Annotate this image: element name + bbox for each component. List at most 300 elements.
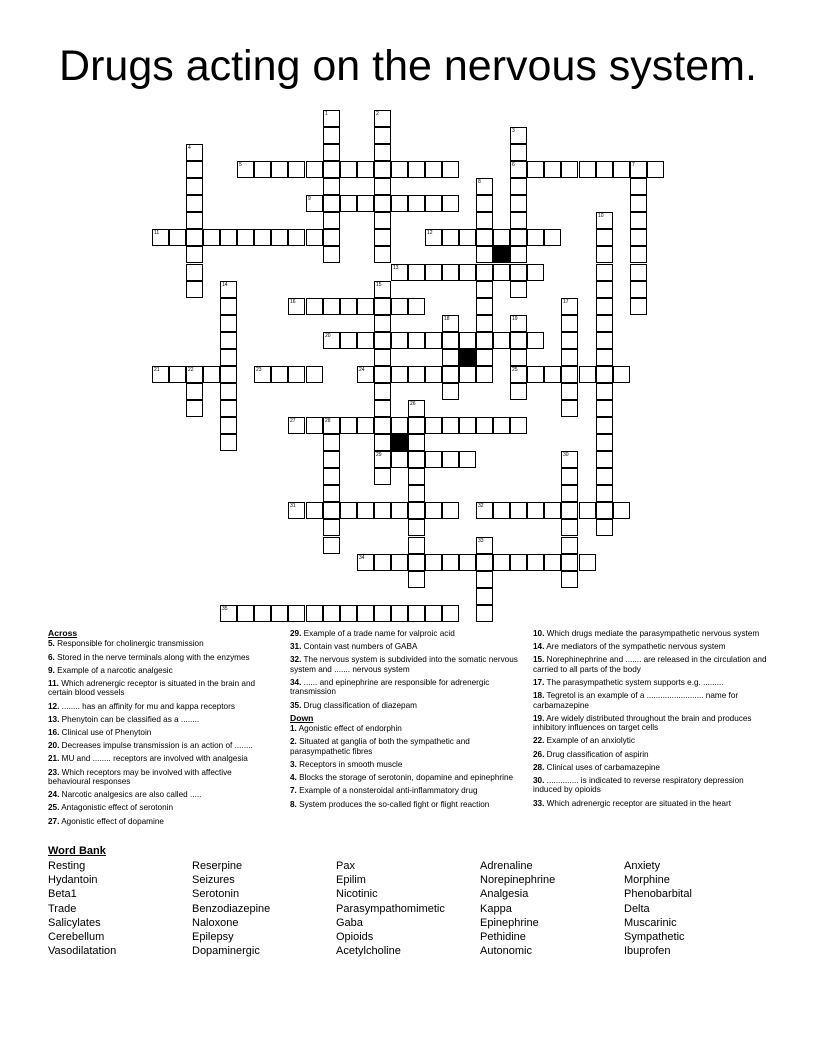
crossword-cell[interactable]	[357, 332, 374, 349]
crossword-cell[interactable]	[476, 264, 493, 281]
crossword-cell[interactable]	[323, 605, 340, 622]
crossword-cell[interactable]	[493, 264, 510, 281]
crossword-cell[interactable]	[408, 554, 425, 571]
crossword-cell[interactable]	[510, 366, 527, 383]
crossword-cell[interactable]	[596, 383, 613, 400]
crossword-cell[interactable]	[220, 315, 237, 332]
crossword-cell[interactable]	[220, 417, 237, 434]
crossword-cell[interactable]	[203, 366, 220, 383]
crossword-cell[interactable]	[408, 571, 425, 588]
crossword-cell[interactable]	[186, 246, 203, 263]
crossword-cell[interactable]	[374, 212, 391, 229]
crossword-cell[interactable]	[561, 537, 578, 554]
crossword-cell[interactable]	[493, 417, 510, 434]
crossword-cell[interactable]	[425, 502, 442, 519]
crossword-cell[interactable]	[596, 212, 613, 229]
crossword-cell[interactable]	[254, 161, 271, 178]
crossword-cell[interactable]	[442, 332, 459, 349]
crossword-cell[interactable]	[630, 229, 647, 246]
crossword-cell[interactable]	[323, 451, 340, 468]
crossword-cell[interactable]	[510, 315, 527, 332]
crossword-cell[interactable]	[459, 264, 476, 281]
crossword-cell[interactable]	[527, 264, 544, 281]
crossword-cell[interactable]	[442, 451, 459, 468]
crossword-cell[interactable]	[271, 161, 288, 178]
crossword-cell[interactable]	[186, 161, 203, 178]
crossword-cell[interactable]	[596, 468, 613, 485]
crossword-cell[interactable]	[630, 264, 647, 281]
crossword-cell[interactable]	[442, 366, 459, 383]
crossword-cell[interactable]	[306, 605, 323, 622]
crossword-cell[interactable]	[476, 298, 493, 315]
crossword-cell[interactable]	[323, 468, 340, 485]
crossword-cell[interactable]	[527, 554, 544, 571]
crossword-cell[interactable]	[596, 485, 613, 502]
crossword-cell[interactable]	[561, 451, 578, 468]
crossword-cell[interactable]	[323, 332, 340, 349]
crossword-cell[interactable]	[459, 366, 476, 383]
crossword-cell[interactable]	[527, 229, 544, 246]
crossword-cell[interactable]	[561, 383, 578, 400]
crossword-cell[interactable]	[374, 383, 391, 400]
clue-text: Responsible for cholinergic transmission	[57, 639, 204, 649]
crossword-cell[interactable]	[408, 605, 425, 622]
crossword-cell[interactable]	[510, 246, 527, 263]
crossword-cell[interactable]	[220, 332, 237, 349]
crossword-cell[interactable]	[510, 349, 527, 366]
crossword-cell[interactable]	[596, 349, 613, 366]
crossword-cell[interactable]	[357, 605, 374, 622]
crossword-cell[interactable]	[340, 417, 357, 434]
crossword-cell[interactable]	[459, 229, 476, 246]
crossword-cell[interactable]	[596, 298, 613, 315]
crossword-cell[interactable]	[561, 332, 578, 349]
crossword-cell[interactable]	[596, 246, 613, 263]
crossword-cell[interactable]	[544, 161, 561, 178]
crossword-cell[interactable]	[510, 417, 527, 434]
crossword-cell[interactable]	[561, 502, 578, 519]
crossword-cell[interactable]	[186, 178, 203, 195]
crossword-cell[interactable]	[510, 281, 527, 298]
crossword-cell[interactable]	[476, 349, 493, 366]
crossword-cell[interactable]	[323, 195, 340, 212]
crossword-cell[interactable]	[579, 554, 596, 571]
crossword-cell[interactable]	[374, 400, 391, 417]
crossword-cell[interactable]	[493, 229, 510, 246]
crossword-cell[interactable]	[357, 417, 374, 434]
crossword-cell[interactable]	[288, 502, 305, 519]
crossword-cell[interactable]	[442, 264, 459, 281]
cell-number: 33	[478, 538, 484, 544]
crossword-cell[interactable]	[596, 451, 613, 468]
clue-number: 15.	[533, 655, 545, 665]
clue-number: 13.	[48, 714, 60, 724]
crossword-cell[interactable]	[374, 434, 391, 451]
crossword-cell[interactable]	[510, 229, 527, 246]
crossword-cell[interactable]	[323, 127, 340, 144]
crossword-cell[interactable]	[476, 366, 493, 383]
crossword-cell[interactable]	[561, 366, 578, 383]
crossword-cell[interactable]	[323, 519, 340, 536]
crossword-cell[interactable]	[374, 195, 391, 212]
crossword-cell[interactable]	[408, 537, 425, 554]
crossword-cell[interactable]	[391, 417, 408, 434]
crossword-cell[interactable]	[357, 161, 374, 178]
crossword-cell[interactable]	[561, 519, 578, 536]
crossword-cell[interactable]	[442, 195, 459, 212]
crossword-cell[interactable]	[391, 605, 408, 622]
crossword-cell[interactable]	[476, 571, 493, 588]
crossword-cell[interactable]	[374, 468, 391, 485]
crossword-cell[interactable]	[442, 315, 459, 332]
crossword-cell[interactable]	[220, 298, 237, 315]
crossword-cell[interactable]	[391, 161, 408, 178]
crossword-cell[interactable]	[408, 332, 425, 349]
crossword-cell[interactable]	[408, 400, 425, 417]
crossword-cell[interactable]	[323, 246, 340, 263]
crossword-cell[interactable]	[306, 502, 323, 519]
crossword-cell[interactable]	[374, 298, 391, 315]
crossword-cell[interactable]	[408, 519, 425, 536]
crossword-cell[interactable]	[561, 485, 578, 502]
crossword-cell[interactable]	[442, 383, 459, 400]
crossword-cell[interactable]	[561, 468, 578, 485]
crossword-cell[interactable]	[220, 400, 237, 417]
crossword-cell[interactable]	[596, 264, 613, 281]
crossword-cell[interactable]	[288, 417, 305, 434]
crossword-cell[interactable]	[323, 161, 340, 178]
crossword-cell[interactable]	[596, 315, 613, 332]
clue-text: Agonistic effect of dopamine	[61, 816, 164, 826]
clue-text: Antagonistic effect of serotonin	[61, 803, 174, 813]
crossword-cell[interactable]	[408, 298, 425, 315]
crossword-cell[interactable]	[544, 502, 561, 519]
crossword-cell[interactable]	[323, 110, 340, 127]
crossword-cell[interactable]	[476, 281, 493, 298]
crossword-cell[interactable]	[510, 502, 527, 519]
crossword-cell[interactable]	[408, 417, 425, 434]
crossword-cell[interactable]	[203, 229, 220, 246]
crossword-cell[interactable]	[459, 332, 476, 349]
crossword-cell[interactable]	[323, 502, 340, 519]
crossword-cell[interactable]	[254, 605, 271, 622]
crossword-cell[interactable]	[391, 554, 408, 571]
crossword-cell[interactable]	[442, 502, 459, 519]
crossword-cell[interactable]	[169, 229, 186, 246]
crossword-cell[interactable]	[288, 161, 305, 178]
crossword-cell[interactable]	[476, 554, 493, 571]
crossword-cell[interactable]	[288, 366, 305, 383]
crossword-cell[interactable]	[510, 144, 527, 161]
crossword-cell[interactable]	[579, 161, 596, 178]
crossword-cell[interactable]	[357, 366, 374, 383]
crossword-cell[interactable]	[510, 383, 527, 400]
crossword-cell[interactable]	[391, 264, 408, 281]
crossword-cell[interactable]	[408, 434, 425, 451]
crossword-cell[interactable]	[186, 366, 203, 383]
crossword-cell[interactable]	[596, 519, 613, 536]
crossword-cell[interactable]	[442, 349, 459, 366]
crossword-cell[interactable]	[340, 298, 357, 315]
crossword-cell[interactable]	[323, 144, 340, 161]
crossword-cell[interactable]	[408, 161, 425, 178]
crossword-cell[interactable]	[596, 502, 613, 519]
crossword-cell[interactable]	[630, 161, 647, 178]
crossword-cell[interactable]	[476, 195, 493, 212]
crossword-cell[interactable]	[220, 366, 237, 383]
crossword-cell[interactable]	[220, 383, 237, 400]
crossword-cell[interactable]	[237, 605, 254, 622]
crossword-cell[interactable]	[340, 195, 357, 212]
crossword-cell[interactable]	[220, 605, 237, 622]
crossword-cell[interactable]	[306, 161, 323, 178]
crossword-cell[interactable]	[306, 298, 323, 315]
crossword-cell[interactable]	[596, 366, 613, 383]
crossword-cell[interactable]	[476, 212, 493, 229]
crossword-cell[interactable]	[476, 417, 493, 434]
crossword-cell[interactable]	[374, 178, 391, 195]
crossword-cell[interactable]	[442, 229, 459, 246]
crossword-cell[interactable]	[561, 400, 578, 417]
crossword-cell[interactable]	[374, 161, 391, 178]
crossword-cell[interactable]	[442, 161, 459, 178]
crossword-cell[interactable]	[476, 229, 493, 246]
crossword-cell[interactable]	[306, 417, 323, 434]
crossword-cell[interactable]	[476, 605, 493, 622]
crossword-cell[interactable]	[476, 178, 493, 195]
crossword-cell[interactable]	[237, 229, 254, 246]
crossword-cell[interactable]	[391, 195, 408, 212]
crossword-cell[interactable]	[596, 434, 613, 451]
crossword-cell[interactable]	[374, 281, 391, 298]
crossword-cell[interactable]	[544, 229, 561, 246]
crossword-cell[interactable]	[254, 366, 271, 383]
clue-number: 7.	[290, 786, 297, 796]
crossword-cell[interactable]	[561, 315, 578, 332]
crossword-cell[interactable]	[374, 315, 391, 332]
crossword-cell[interactable]	[596, 161, 613, 178]
crossword-cell[interactable]	[408, 485, 425, 502]
crossword-cell[interactable]	[630, 298, 647, 315]
down-heading: Down	[290, 712, 314, 723]
crossword-cell[interactable]	[374, 605, 391, 622]
crossword-cell[interactable]	[374, 144, 391, 161]
crossword-cell[interactable]	[476, 246, 493, 263]
crossword-cell[interactable]	[186, 281, 203, 298]
crossword-cell[interactable]	[323, 434, 340, 451]
crossword-cell[interactable]	[425, 605, 442, 622]
crossword-cell[interactable]	[613, 161, 630, 178]
crossword-cell[interactable]	[220, 349, 237, 366]
crossword-cell[interactable]	[306, 229, 323, 246]
crossword-cell[interactable]	[630, 281, 647, 298]
crossword-cell[interactable]	[510, 212, 527, 229]
crossword-cell[interactable]	[527, 366, 544, 383]
crossword-cell[interactable]	[544, 554, 561, 571]
crossword-cell[interactable]	[357, 195, 374, 212]
crossword-cell[interactable]	[596, 400, 613, 417]
crossword-cell[interactable]	[391, 502, 408, 519]
crossword-cell[interactable]	[561, 571, 578, 588]
crossword-cell[interactable]	[288, 605, 305, 622]
crossword-cell[interactable]	[374, 110, 391, 127]
crossword-cell[interactable]	[288, 229, 305, 246]
crossword-cell[interactable]	[323, 178, 340, 195]
crossword-cell[interactable]	[408, 451, 425, 468]
crossword-cell[interactable]	[613, 502, 630, 519]
crossword-cell[interactable]	[152, 229, 169, 246]
crossword-cell[interactable]	[374, 229, 391, 246]
crossword-cell[interactable]	[254, 229, 271, 246]
crossword-cell[interactable]	[442, 417, 459, 434]
clue	[48, 666, 276, 675]
crossword-cell[interactable]	[459, 451, 476, 468]
cell-number: 15	[376, 282, 382, 288]
crossword-cell[interactable]	[579, 366, 596, 383]
crossword-cell[interactable]	[527, 502, 544, 519]
crossword-cell[interactable]	[561, 298, 578, 315]
crossword-cell[interactable]	[340, 161, 357, 178]
crossword-cell[interactable]	[408, 195, 425, 212]
crossword-cell[interactable]	[391, 366, 408, 383]
crossword-cell[interactable]	[186, 195, 203, 212]
crossword-cell[interactable]	[186, 400, 203, 417]
crossword-cell[interactable]	[186, 264, 203, 281]
crossword-cell[interactable]	[288, 298, 305, 315]
crossword-cell[interactable]	[493, 554, 510, 571]
crossword-cell[interactable]	[561, 161, 578, 178]
crossword-cell[interactable]	[220, 281, 237, 298]
crossword-cell[interactable]	[374, 332, 391, 349]
crossword-cell[interactable]	[425, 195, 442, 212]
crossword-cell[interactable]	[596, 229, 613, 246]
clue-text: Which adrenergic receptor are situated in the heart	[546, 798, 731, 808]
crossword-cell[interactable]	[186, 212, 203, 229]
crossword-cell[interactable]	[271, 229, 288, 246]
crossword-cell[interactable]	[630, 195, 647, 212]
crossword-cell[interactable]	[613, 366, 630, 383]
crossword-cell[interactable]	[493, 502, 510, 519]
crossword-cell[interactable]	[476, 315, 493, 332]
crossword-cell[interactable]	[374, 127, 391, 144]
crossword-cell[interactable]	[306, 195, 323, 212]
crossword-cell[interactable]	[630, 212, 647, 229]
crossword-cell[interactable]	[169, 366, 186, 383]
clue	[290, 655, 518, 674]
crossword-cell[interactable]	[579, 502, 596, 519]
crossword-cell[interactable]	[510, 178, 527, 195]
crossword-cell[interactable]	[323, 537, 340, 554]
crossword-cell[interactable]	[374, 502, 391, 519]
crossword-cell[interactable]	[374, 366, 391, 383]
crossword-cell[interactable]	[510, 127, 527, 144]
cell-number: 20	[325, 333, 331, 339]
crossword-cell[interactable]	[425, 264, 442, 281]
crossword-cell[interactable]	[152, 366, 169, 383]
crossword-cell[interactable]	[425, 451, 442, 468]
crossword-cell[interactable]	[596, 417, 613, 434]
crossword-cell[interactable]	[271, 366, 288, 383]
crossword-cell[interactable]	[340, 502, 357, 519]
crossword-cell[interactable]	[374, 349, 391, 366]
word-bank-column	[48, 859, 116, 958]
crossword-cell[interactable]	[425, 229, 442, 246]
crossword-cell[interactable]	[374, 451, 391, 468]
crossword-cell[interactable]	[323, 298, 340, 315]
crossword-cell[interactable]	[374, 554, 391, 571]
crossword-cell[interactable]	[220, 434, 237, 451]
crossword-cell[interactable]	[442, 605, 459, 622]
crossword-cell[interactable]	[271, 605, 288, 622]
crossword-cell[interactable]	[493, 332, 510, 349]
crossword-cell[interactable]	[220, 229, 237, 246]
crossword-cell[interactable]	[374, 417, 391, 434]
crossword-cell[interactable]	[186, 144, 203, 161]
crossword-cell[interactable]	[391, 332, 408, 349]
crossword-cell[interactable]	[510, 264, 527, 281]
crossword-cell[interactable]	[186, 229, 203, 246]
crossword-cell[interactable]	[476, 588, 493, 605]
crossword-cell[interactable]	[476, 332, 493, 349]
crossword-cell[interactable]	[391, 298, 408, 315]
crossword-cell[interactable]	[476, 502, 493, 519]
crossword-cell[interactable]	[510, 161, 527, 178]
crossword-cell[interactable]	[323, 417, 340, 434]
crossword-cell[interactable]	[306, 366, 323, 383]
crossword-cell[interactable]	[408, 264, 425, 281]
cell-number: 1	[325, 111, 328, 117]
crossword-cell[interactable]	[408, 366, 425, 383]
crossword-cell[interactable]	[425, 366, 442, 383]
crossword-cell[interactable]	[459, 417, 476, 434]
crossword-cell[interactable]	[186, 383, 203, 400]
crossword-cell[interactable]	[323, 485, 340, 502]
crossword-cell[interactable]	[596, 281, 613, 298]
crossword-cell[interactable]	[374, 246, 391, 263]
crossword-cell[interactable]	[596, 332, 613, 349]
crossword-cell[interactable]	[630, 178, 647, 195]
crossword-cell[interactable]	[425, 417, 442, 434]
crossword-cell[interactable]	[408, 502, 425, 519]
crossword-cell[interactable]	[425, 161, 442, 178]
crossword-cell[interactable]	[357, 298, 374, 315]
crossword-cell[interactable]	[561, 554, 578, 571]
crossword-cell[interactable]	[391, 451, 408, 468]
crossword-cell[interactable]	[357, 502, 374, 519]
crossword-cell[interactable]	[323, 229, 340, 246]
crossword-cell[interactable]	[476, 537, 493, 554]
crossword-cell[interactable]	[357, 554, 374, 571]
crossword-cell[interactable]	[442, 554, 459, 571]
crossword-cell[interactable]	[340, 332, 357, 349]
crossword-cell[interactable]	[425, 554, 442, 571]
crossword-cell[interactable]	[237, 161, 254, 178]
crossword-cell[interactable]	[408, 468, 425, 485]
crossword-cell[interactable]	[510, 332, 527, 349]
crossword-cell[interactable]	[527, 161, 544, 178]
crossword-cell[interactable]	[323, 212, 340, 229]
crossword-cell[interactable]	[510, 195, 527, 212]
crossword-cell[interactable]	[630, 246, 647, 263]
crossword-cell[interactable]	[425, 332, 442, 349]
crossword-cell[interactable]	[510, 554, 527, 571]
crossword-cell[interactable]	[459, 554, 476, 571]
crossword-cell[interactable]	[561, 349, 578, 366]
crossword-cell[interactable]	[340, 605, 357, 622]
crossword-cell[interactable]	[647, 161, 664, 178]
crossword-cell[interactable]	[544, 366, 561, 383]
crossword-cell[interactable]	[527, 332, 544, 349]
